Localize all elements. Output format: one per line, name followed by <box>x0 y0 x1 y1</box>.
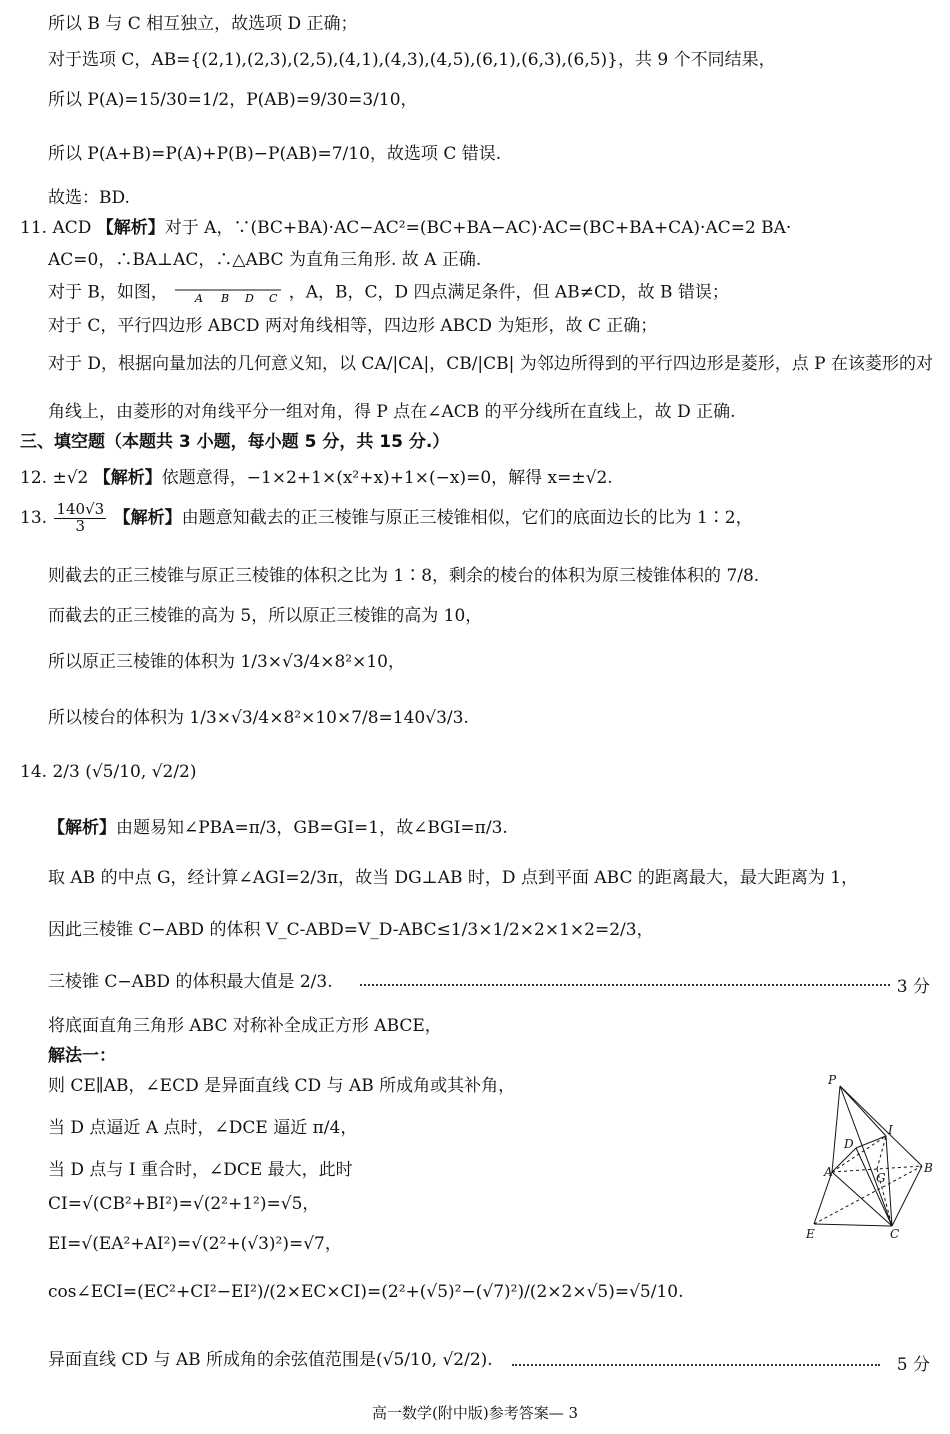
q14-l2: 取 AB 的中点 G，经计算∠AGI=2/3π，故当 DG⊥AB 时，D 点到平面 ABC 的距离最大，最大距离为 1， <box>48 868 859 888</box>
q13-l3: 而截去的正三棱锥的高为 5，所以原正三棱锥的高为 10， <box>48 606 483 626</box>
q13-number: 13. <box>20 507 48 528</box>
fig-label-a: A <box>195 292 204 304</box>
fig-a: A <box>824 1165 833 1179</box>
score-5: 5 分 <box>896 1355 930 1375</box>
q11-b1: 对于 B，如图， <box>48 282 168 303</box>
fig-c: C <box>890 1227 900 1240</box>
q13-l5: 所以棱台的体积为 1/3×√3/4×8²×10×7/8=140√3/3. <box>48 708 469 728</box>
q14-l4: 三棱锥 C−ABD 的体积最大值是 2/3. <box>48 972 333 992</box>
q12-text: 依题意得，−1×2+1×(x²+x)+1×(−x)=0，解得 x=±√2. <box>161 468 613 488</box>
page-footer: 高一数学(附中版)参考答案— 3 <box>371 1404 579 1422</box>
q14-l7: 当 D 点逼近 A 点时，∠DCE 逼近 π/4， <box>48 1118 358 1138</box>
q14-answer: 2/3 (√5/10, √2/2) <box>52 762 197 782</box>
fig-label-b: B <box>221 292 230 304</box>
q12-answer: ±√2 <box>52 468 89 488</box>
text-line-2: 对于选项 C，AB={(2,1),(2,3),(2,5),(4,1),(4,3),(4,5),(6,1),(6,3),(6,5)}，共 9 个不同结果， <box>48 50 776 70</box>
q14-l6: 则 CE∥AB，∠ECD 是异面直线 CD 与 AB 所成角或其补角， <box>48 1076 516 1096</box>
q14-number: 14. <box>20 762 48 782</box>
score-leader-2 <box>512 1364 880 1366</box>
q14-answer-line <box>20 762 197 782</box>
q11-b2: ，A，B，C，D 四点满足条件，但 AB≠CD，故 B 错误； <box>288 282 729 303</box>
text-line-3: 所以 P(A)=15/30=1/2，P(AB)=9/30=3/10， <box>48 90 418 110</box>
q11-answer: ACD <box>52 218 92 238</box>
text-line-5: 故选：BD. <box>48 188 130 208</box>
q14-l1-line <box>48 818 508 838</box>
q13-ans-denominator: 3 <box>75 516 86 535</box>
q14-l1: 由题易知∠PBA=π/3，GB=GI=1，故∠BGI=π/3. <box>116 818 508 838</box>
q11-number: 11. <box>20 218 48 238</box>
collinear-points-figure <box>173 282 283 304</box>
q13-l4: 所以原正三棱锥的体积为 1/3×√3/4×8²×10， <box>48 652 405 672</box>
analysis-tag: 【解析】 <box>93 468 162 488</box>
q13-l2: 则截去的正三棱锥与原正三棱锥的体积之比为 1∶8，剩余的棱台的体积为原三棱锥体积的 7/8. <box>48 566 760 586</box>
fig-e: E <box>806 1227 815 1240</box>
fig-b: B <box>924 1161 933 1175</box>
section-3-title: 三、填空题（本题共 3 小题，每小题 5 分，共 15 分.） <box>20 432 450 452</box>
q13-ans-numerator: 140√3 <box>56 500 105 518</box>
analysis-tag: 【解析】 <box>113 507 182 528</box>
q13-line <box>20 502 753 535</box>
pyramid-figure <box>800 1070 940 1240</box>
q11-line-1 <box>20 218 791 238</box>
analysis-tag: 【解析】 <box>96 218 165 238</box>
q11-a2: AC=0，∴BA⊥AC，∴△ABC 为直角三角形. 故 A 正确. <box>48 250 482 270</box>
analysis-tag: 【解析】 <box>48 818 116 838</box>
q12-number: 12. <box>20 468 48 488</box>
fig-g: G <box>876 1171 886 1185</box>
q14-l5: 将底面直角三角形 ABC 对称补全成正方形 ABCE， <box>48 1016 442 1036</box>
text-line-4: 所以 P(A+B)=P(A)+P(B)−P(AB)=7/10，故选项 C 错误. <box>48 144 502 164</box>
text-line-1: 所以 B 与 C 相互独立，故选项 D 正确； <box>48 14 358 34</box>
q14-l8: 当 D 点与 I 重合时，∠DCE 最大，此时 <box>48 1160 353 1180</box>
q13-answer-fraction <box>54 502 106 535</box>
q14-l10: EI=√(EA²+AI²)=√(2²+(√3)²)=√7， <box>48 1234 342 1254</box>
q14-l3: 因此三棱锥 C−ABD 的体积 V_C-ABD=V_D-ABC≤1/3×1/2×2×1×2=2/3， <box>48 920 654 940</box>
fig-p: P <box>828 1073 837 1087</box>
q14-l9: CI=√(CB²+BI²)=√(2²+1²)=√5， <box>48 1194 320 1214</box>
fig-i: I <box>888 1123 893 1137</box>
q14-method: 解法一： <box>48 1046 116 1066</box>
fig-d: D <box>844 1137 854 1151</box>
q11-d2: 角线上，由菱形的对角线平分一组对角，得 P 点在∠ACB 的平分线所在直线上，故 D 正确. <box>48 402 736 422</box>
fig-label-d: D <box>245 292 255 304</box>
score-3: 3 分 <box>896 977 930 997</box>
q14-l12: 异面直线 CD 与 AB 所成角的余弦值范围是(√5/10, √2/2). <box>48 1350 493 1370</box>
q11-d1: 对于 D，根据向量加法的几何意义知，以 CA/|CA|，CB/|CB| 为邻边所得到的平行四边形是菱形，点 P 在该菱形的对 <box>48 354 934 374</box>
score-leader-1 <box>360 984 890 986</box>
q11-c: 对于 C，平行四边形 ABCD 两对角线相等，四边形 ABCD 为矩形，故 C 正确； <box>48 316 658 336</box>
q11-a1: 对于 A，∵(BC+BA)·AC−AC²=(BC+BA−AC)·AC=(BC+BA+CA)·AC=2 BA· <box>164 218 792 238</box>
q11-b-line <box>48 282 729 304</box>
fig-label-c: C <box>269 292 278 304</box>
q14-l11: cos∠ECI=(EC²+CI²−EI²)/(2×EC×CI)=(2²+(√5)²−(√7)²)/(2×2×√5)=√5/10. <box>48 1282 684 1302</box>
q13-text: 由题意知截去的正三棱锥与原正三棱锥相似，它们的底面边长的比为 1∶2， <box>181 507 753 528</box>
q12-line <box>20 468 613 488</box>
